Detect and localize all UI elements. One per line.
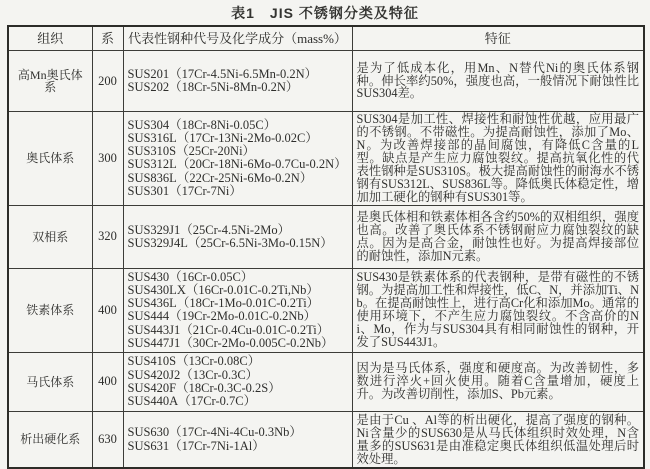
cell-series: 400 (92, 268, 123, 352)
grade-line: SUS420J2（13Cr-0.3C） (127, 367, 259, 382)
grade-line: SUS301（17Cr-7Ni） (127, 183, 242, 198)
grade-line: SUS631（17Cr-7Ni-1Al） (127, 438, 265, 453)
grade-line: SUS316L（17Cr-13Ni-2Mo-0.02C） (127, 130, 318, 145)
grade-line: SUS329J4L（25Cr-6.5Ni-3Mo-0.15N） (127, 235, 333, 250)
cell-features: 是奥氏体相和铁素体相各含约50%的双相组织，强度也高。改善了奥氏体系不锈钢耐应力腐蚀裂纹的缺点。因为是高合金，耐蚀性也好。为提高焊接部位的耐蚀性，添加N元素。 (352, 205, 644, 268)
column-header-features: 特征 (352, 26, 644, 51)
column-header-series: 系 (92, 26, 123, 51)
table-row (8, 411, 644, 468)
grade-line: SUS430（16Cr-0.05C） (127, 269, 254, 284)
grade-line: SUS329J1（25Cr-4.5Ni-2Mo） (127, 222, 291, 237)
grade-line: SUS420F（18Cr-0.3C-0.2S） (127, 380, 281, 395)
grade-line: SUS312L（20Cr-18Ni-6Mo-0.7Cu-0.2N） (127, 157, 347, 172)
grade-line: SUS304（18Cr-8Ni-0.05C） (127, 117, 277, 132)
cell-structure: 马氏体系 (8, 352, 92, 411)
cell-features: 因为是马氏体系，强度和硬度高。为改善韧性，多数进行淬火+回火使用。随着C含量增加，硬度上升。为改善切削性，添加S、Pb元素。 (352, 352, 644, 411)
grade-line: SUS201（17Cr-4.5Ni-6.5Mn-0.2N） (127, 66, 318, 81)
classification-table (7, 25, 645, 469)
cell-structure: 析出硬化系 (8, 411, 92, 468)
cell-grades (123, 411, 352, 468)
table-row (8, 352, 644, 411)
cell-features: SUS304是加工性、焊接性和耐蚀性优越，应用最广的不锈钢。不带磁性。为提高耐蚀性，添加了Mo、N。为改善焊接部的晶间腐蚀，有降低C含量的L型。缺点是产生应力腐蚀裂纹。提高抗氧化性的代表性钢种是SUS310S。极大提高耐蚀性的耐海水不锈钢有SUS312L、SUS836L等。降低奥氏体稳定性，增加加工硬化的钢种有SUS301等。 (352, 112, 644, 206)
cell-series: 630 (92, 411, 123, 468)
column-header-structure: 组织 (8, 26, 92, 51)
cell-series: 200 (92, 51, 123, 112)
cell-series: 400 (92, 352, 123, 411)
cell-series: 300 (92, 112, 123, 206)
grade-line: SUS410S（13Cr-0.08C） (127, 354, 261, 369)
table-title: 表1 JIS 不锈钢分类及特征 (231, 5, 419, 21)
cell-structure: 双相系 (8, 205, 92, 268)
grade-line: SUS202（18Cr-5Ni-8Mn-0.2N） (127, 80, 299, 94)
grade-line: SUS836L（22Cr-25Ni-6Mo-0.2N） (127, 170, 313, 185)
cell-features: 是为了低成本化，用Mn、N替代Ni的奥氏体系钢种。伸长率约50%，强度也高，一般情况下耐蚀性比SUS304差。 (352, 51, 644, 112)
cell-features: SUS430是铁素体系的代表钢种，是带有磁性的不锈钢。为提高加工性和焊接性，低C、N，并添加Ti、Nb。在提高耐蚀性上，进行高Cr化和添加Mo。通常的使用环境下，不产生应力腐蚀裂纹。不含高价的Ni、Mo，作为与SUS304具有相同耐蚀性的钢种，开发了SUS443J1。 (352, 268, 644, 352)
cell-grades (123, 51, 352, 112)
table-body (8, 51, 644, 469)
grade-line: SUS443J1（21Cr-0.4Cu-0.01C-0.2Ti） (127, 322, 330, 337)
cell-grades (123, 112, 352, 206)
table-row (8, 112, 644, 206)
cell-series: 320 (92, 205, 123, 268)
grade-line: SUS436L（18Cr-1Mo-0.01C-0.2Ti） (127, 296, 320, 311)
grade-line: SUS430LX（16Cr-0.01C-0.2Ti,Nb） (127, 282, 319, 297)
cell-structure: 奥氏体系 (8, 112, 92, 206)
column-header-grades: 代表性钢种代号及化学成分（mass%） (123, 26, 352, 51)
grade-line: SUS447J1（30Cr-2Mo-0.005C-0.2Nb） (127, 335, 334, 350)
cell-grades (123, 205, 352, 268)
header-row (8, 26, 644, 51)
table-row (8, 205, 644, 268)
cell-features: 是由于Cu 、Al等的析出硬化，提高了强度的钢种。Ni含量少的SUS630是从马氏体组织时效处理，N含量多的SUS631是由准稳定奥氏体组织低温处理后时效处理。 (352, 411, 644, 468)
grade-line: SUS444（19Cr-2Mo-0.01C-0.2Nb） (127, 309, 317, 324)
grade-line: SUS630（17Cr-4Ni-4Cu-0.3Nb） (127, 425, 302, 440)
cell-structure: 铁素体系 (8, 268, 92, 352)
table-row (8, 268, 644, 352)
cell-structure: 高Mn奥氏体系 (8, 51, 92, 112)
table-row (8, 51, 644, 112)
cell-grades (123, 268, 352, 352)
grade-line: SUS440A（17Cr-0.7C） (127, 394, 257, 409)
cell-grades (123, 352, 352, 411)
grade-line: SUS310S（25Cr-20Ni） (127, 144, 256, 159)
